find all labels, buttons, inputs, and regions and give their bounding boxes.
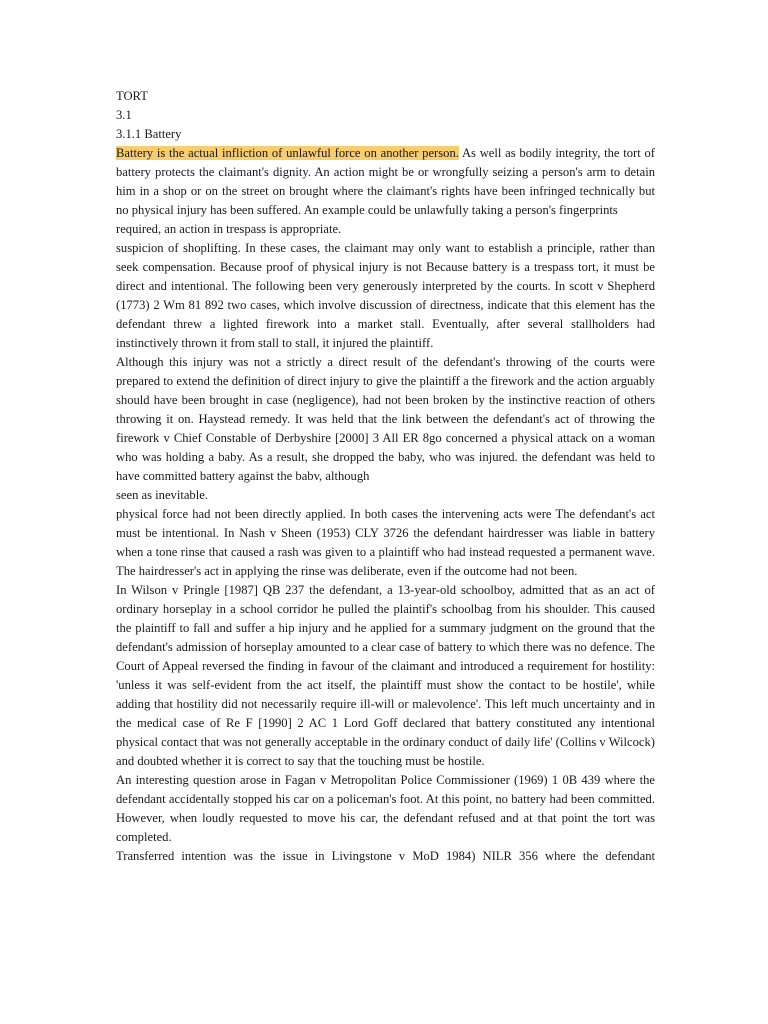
paragraph-suspicion: suspicion of shoplifting. In these cases, the claimant may only want to establish a principle, rather than seek compensation. Because proof of physical injury is not Because battery is a trespass tort, it must be direct and intentional. The following been very generously interpreted by the courts. In scott v Shepherd (1773) 2 Wm 81 892 two cases, which involve discussion of directness, indicate that this element has the defendant threw a lighted firework into a market stall. Eventually, after several stallholders had instinctively thrown it from stall to stall, it injured the plaintiff.: [116, 241, 655, 350]
document-page: [116, 87, 655, 866]
highlighted-definition[interactable]: Battery is the actual infliction of unlawful force on another person.: [116, 146, 459, 160]
intro-paragraph-text: As well as bodily integrity, the tort of battery protects the claimant's dignity. An action might be or wrongfully seizing a person's arm to detain him in a shop or on the street on brought where the claimant's rights have been infringed technically but no physical injury has been suffered. An example could be unlawfully taking a person's fingerprints: [116, 146, 655, 217]
paragraph-although: Although this injury was not a strictly a direct result of the defendant's throwing of the courts were prepared to extend the definition of direct injury to give the plaintiff a the firework and the action arguably should have been brought in case (negligence), had not been broken by the instinctive reaction of others throwing it on. Haystead remedy. It was held that the link between the defendant's act of throwing the firework v Chief Constable of Derbyshire [2000] 3 All ER 8go concerned a physical attack on a woman who was holding a baby. As a result, she dropped the baby, who was injured. the defendant was held to have committed battery against the babv, although: [116, 355, 655, 483]
paragraph-fagan: An interesting question arose in Fagan v Metropolitan Police Commissioner (1969) 1 0B 439 where the defendant accidentally stopped his car on a policeman's foot. At this point, no battery had been committed. However, when loudly requested to move his car, the defendant refused and at that point the tort was completed.: [116, 773, 655, 844]
paragraph-wilson-v-pringle: In Wilson v Pringle [1987] QB 237 the defendant, a 13-year-old schoolboy, admitted that as an act of ordinary horseplay in a school corridor he pulled the plaintif's schoolbag from his shoulder. This caused the plaintiff to fall and suffer a hip injury and he applied for a summary judgment on the ground that the defendant's admission of horseplay amounted to a clear case of battery to which there was no defence. The Court of Appeal reversed the finding in favour of the claimant and introduced a requirement for hostility: 'unless it was self-evident from the act itself, the plaintiff must show the contact to be hostile', while adding that hostility did not necessarily require ill-will or malevolence'. This left much uncertainty and in the medical case of Re F [1990] 2 AC 1 Lord Goff declared that battery constituted any intentional physical contact that was not generally acceptable in the ordinary conduct of daily life' (Collins v Wilcock) and doubted whether it is correct to say that the touching must be hostile.: [116, 583, 655, 768]
section-number: 3.1: [116, 108, 132, 122]
document-heading: TORT: [116, 89, 148, 103]
subsection-title: 3.1.1 Battery: [116, 127, 182, 141]
intro-paragraph: [116, 144, 655, 220]
paragraph-physical-force: physical force had not been directly applied. In both cases the intervening acts were The defendant's act must be intentional. In Nash v Sheen (1953) CLY 3726 the defendant hairdresser was liable in battery when a tone rinse that caused a rash was given to a plaintiff who had instead requested a permanent wave. The hairdresser's act in applying the rinse was deliberate, even if the outcome had not been.: [116, 507, 655, 578]
text-line-inevitable: seen as inevitable.: [116, 488, 208, 502]
text-line-required: required, an action in trespass is appropriate.: [116, 222, 342, 236]
paragraph-transferred-intention: Transferred intention was the issue in Livingstone v MoD 1984) NILR 356 where the defendant: [116, 849, 655, 863]
